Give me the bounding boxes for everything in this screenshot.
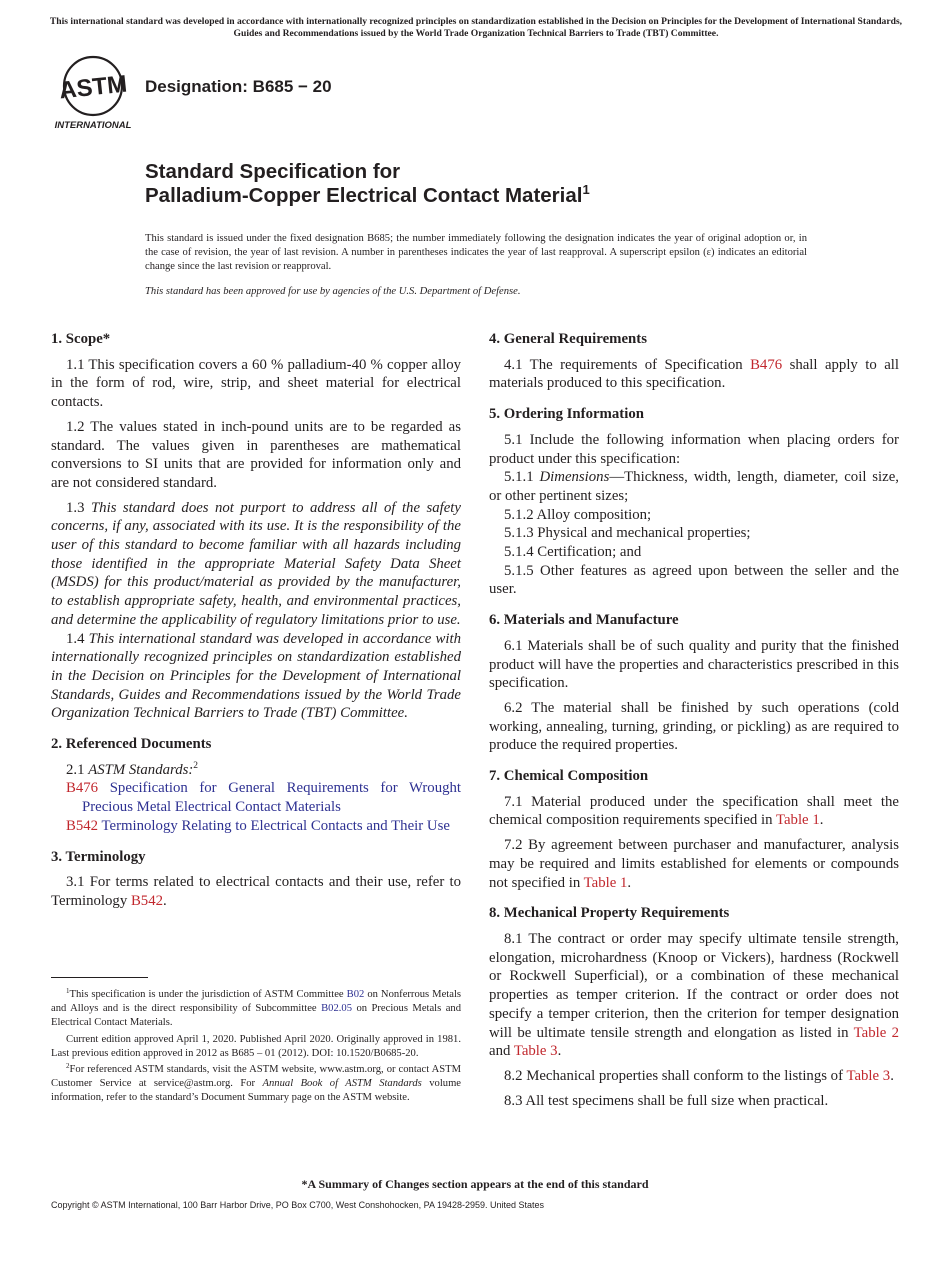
dod-approval-note: This standard has been approved for use by agencies of the U.S. Department of Defense. [145, 286, 521, 297]
reference-b476[interactable]: B476 Specification for General Requirements for Wrought Precious Metal Electrical Contact Materials [66, 780, 461, 816]
left-column [51, 330, 461, 917]
link-table-1[interactable]: Table 1 [583, 874, 628, 891]
paragraph-1-1: 1.1 This specification covers a 60 % palladium-40 % copper alloy in the form of rod, wire, strip, and sheet material for electrical contacts. [51, 356, 461, 411]
section-heading-mechanical-property: 8. Mechanical Property Requirements [489, 905, 730, 922]
paragraph-8-3: 8.3 All test specimens shall be full size when practical. [504, 1092, 829, 1109]
paragraph-5-1-5: 5.1.5 Other features as agreed upon between the seller and the user. [489, 562, 899, 598]
paragraph-6-2: 6.2 The material shall be finished by such operations (cold working, annealing, turning, grinding, or pickling) as are required to produce the required properties. [489, 699, 899, 754]
paragraph-1-2: 1.2 The values stated in inch-pound units are to be regarded as standard. The values given in parentheses are mathematical conversions to SI units that are provided for information only and are not considered standard. [51, 418, 461, 491]
link-b02[interactable]: B02 [346, 989, 365, 1000]
footnotes [51, 988, 461, 1106]
link-b02-05[interactable]: B02.05 [321, 1003, 352, 1015]
document-title [145, 160, 590, 208]
paragraph-5-1-4: 5.1.4 Certification; and [504, 544, 642, 561]
link-table-3[interactable]: Table 3 [513, 1043, 558, 1060]
section-heading-materials-manufacture: 6. Materials and Manufacture [489, 612, 679, 629]
footnote-1: $^1$This specification is under the jurisdiction of ASTM Committee B02 on Nonferrous Metals and Alloys and is the direct responsibility of Subcommittee B02.05 on Precious Metals and Electrical Contact Materials. [51, 987, 462, 1029]
paragraph-3-1: 3.1 For terms related to electrical contacts and their use, refer to Terminology B542. [51, 874, 461, 909]
section-heading-scope: 1. Scope* [51, 331, 111, 347]
right-column [489, 330, 899, 1116]
section-heading-chemical-composition: 7. Chemical Composition [489, 768, 649, 785]
paragraph-8-1: 8.1 The contract or order may specify ultimate tensile strength, elongation, microhardness (Knoop or Vickers), hardness (Rockwell or Rockwell Superficial), or a combination of these mechanical properties as temper criterion. If the contract or order does not specify a temper criterion, then the criterion for temper designation will be ultimate tensile strength and elongation as listed in Table 2 and Table 3. [489, 930, 900, 1060]
paragraph-8-2: 8.2 Mechanical properties shall conform to the listings of Table 3. [504, 1067, 894, 1084]
copyright-line: Copyright © ASTM International, 100 Barr Harbor Drive, PO Box C700, West Conshohocken, PA 19428-2959. United States [51, 1200, 545, 1210]
link-table-1[interactable]: Table 1 [775, 812, 820, 829]
title-line-2: Palladium-Copper Electrical Contact Material$^1$ [145, 182, 590, 207]
issuance-statement: This standard is issued under the fixed designation B685; the number immediately following the designation indicates the year of original adoption or, in the case of revision, the year of last revision. A number in parentheses indicates the year of last reapproval. A superscript epsilon (ε) indicates an editorial change since the last revision or reapproval. [145, 233, 807, 272]
paragraph-1-3: 1.3 This standard does not purport to address all of the safety concerns, if any, associated with its use. It is the responsibility of the user of this standard to become familiar with all hazards including those identified in the appropriate Material Safety Data Sheet (MSDS) for this product/material as provided by the manufacturer, to establish appropriate safety, health, and environmental practices, and determine the applicability of regulatory limitations prior to use. [51, 499, 461, 628]
designation: Designation: B685 − 20 [145, 77, 332, 96]
paragraph-6-1: 6.1 Materials shall be of such quality and purity that the finished product will have the properties and characteristics prescribed in this specification. [489, 637, 899, 692]
svg-text:ASTM: ASTM [57, 70, 129, 105]
section-heading-general-requirements: 4. General Requirements [489, 331, 647, 347]
paragraph-7-1: 7.1 Material produced under the specification shall meet the chemical composition requirements specified in Table 1. [489, 793, 899, 829]
footnote-2: $^2$For referenced ASTM standards, visit the ASTM website, www.astm.org, or contact ASTM Customer Service at service@astm.org. For Annual Book of ASTM Standards volume information, refer to the standard’s Document Summary page on the ASTM website. [51, 1062, 462, 1104]
link-b542[interactable]: B542 [130, 892, 164, 909]
paragraph-5-1-2: 5.1.2 Alloy composition; [504, 506, 652, 523]
section-heading-referenced-documents: 2. Referenced Documents [51, 736, 212, 753]
international-standard-notice: This international standard was developed in accordance with internationally recognized principles on standardization established in the Decision on Principles for the Development of International Standards, Guides and Recommendations issued by the World Trade Organization Technical Barriers to Trade (TBT) Committee. [49, 16, 903, 39]
link-table-3[interactable]: Table 3 [846, 1067, 891, 1084]
link-table-2[interactable]: Table 2 [853, 1024, 900, 1041]
paragraph-1-4: 1.4 This international standard was developed in accordance with internationally recognized principles on standardization established in the Decision on Principles for the Development of International Standards, Guides and Recommendations issued by the World Trade Organization Technical Barriers to Trade (TBT) Committee. [51, 630, 461, 722]
paragraph-2-1: 2.1 ASTM Standards:$^2$ [66, 760, 199, 778]
footnote-current-edition: Current edition approved April 1, 2020. Published April 2020. Originally approved in 1981. Last previous edition approved in 2012 as B685 – 01 (2012). DOI: 10.1520/B0685-20. [51, 1033, 461, 1059]
section-heading-ordering-information: 5. Ordering Information [489, 406, 644, 423]
paragraph-5-1: 5.1 Include the following information when placing orders for product under this specification: [489, 431, 899, 467]
paragraph-5-1-1: 5.1.1 Dimensions—Thickness, width, length, diameter, coil size, or other pertinent sizes; [489, 469, 899, 504]
astm-international-logo [52, 55, 134, 131]
paragraph-7-2: 7.2 By agreement between purchaser and manufacturer, analysis may be required and limits established for elements or compounds not specified in Table 1. [489, 837, 899, 891]
reference-b542[interactable]: B542 Terminology Relating to Electrical Contacts and Their Use [66, 817, 450, 834]
summary-of-changes-note: *A Summary of Changes section appears at the end of this standard [301, 1177, 649, 1191]
paragraph-4-1: 4.1 The requirements of Specification B476 shall apply to all materials produced to this specification. [489, 356, 900, 392]
paragraph-5-1-3: 5.1.3 Physical and mechanical properties; [504, 525, 751, 542]
title-line-1: Standard Specification for [145, 160, 401, 183]
title-footnote-mark: 1 [582, 182, 590, 197]
link-b476[interactable]: B476 [750, 356, 783, 373]
svg-text:INTERNATIONAL: INTERNATIONAL [54, 120, 132, 131]
footnote-rule [51, 977, 148, 978]
section-heading-terminology: 3. Terminology [51, 848, 146, 865]
